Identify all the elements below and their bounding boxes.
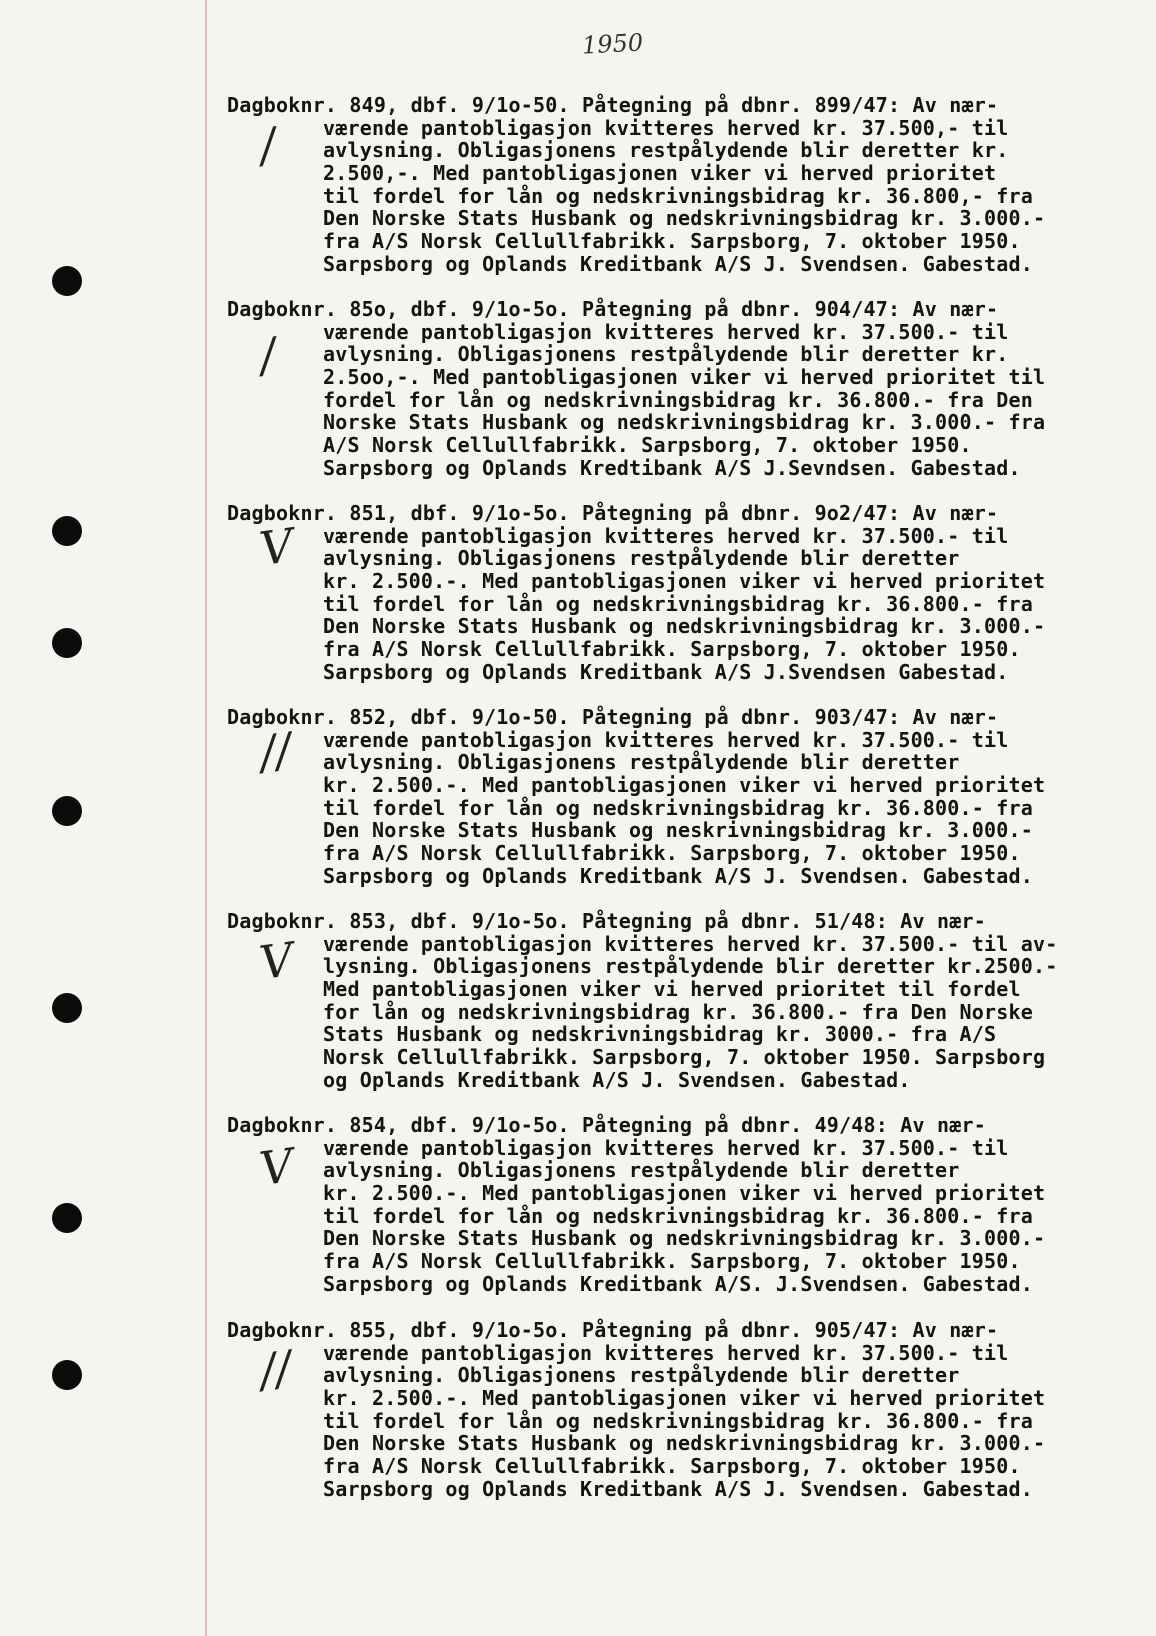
entry-line: fra A/S Norsk Cellullfabrikk. Sarpsborg, 7. oktober 1950.: [323, 637, 1021, 662]
entry-line: Dagboknr. 851, dbf. 9/1o-5o. Påtegning på dbnr. 9o2/47: Av nær-: [227, 501, 999, 525]
punch-hole: [52, 1360, 82, 1390]
entry-line: Sarpsborg og Oplands Kredtibank A/S J.Sevndsen. Gabestad.: [323, 455, 1021, 480]
entry-line: A/S Norsk Cellullfabrikk. Sarpsborg, 7. oktober 1950.: [323, 433, 972, 458]
entry-line: Den Norske Stats Husbank og neskrivningsbidrag kr. 3.000.-: [323, 818, 1033, 843]
entry-line: fra A/S Norsk Cellullfabrikk. Sarpsborg, 7. oktober 1950.: [323, 229, 1021, 254]
entry-line: til fordel for lån og nedskrivningsbidrag kr. 36.800.- fra: [323, 1408, 1033, 1433]
entry-line: Norske Stats Husbank og nedskrivningsbidrag kr. 3.000.- fra: [323, 410, 1046, 435]
journal-entry: [227, 94, 1137, 276]
entry-line: til fordel for lån og nedskrivningsbidrag kr. 36.800.- fra: [323, 795, 1033, 820]
entry-line: værende pantobligasjon kvitteres herved kr. 37.500.- til av-: [323, 931, 1058, 956]
entry-line: 2.500,-. Med pantobligasjonen viker vi herved prioritet: [323, 161, 997, 186]
entry-line: værende pantobligasjon kvitteres herved kr. 37.500.- til: [323, 1340, 1009, 1365]
entry-line: Den Norske Stats Husbank og nedskrivningsbidrag kr. 3.000.-: [323, 1431, 1046, 1456]
entry-line: Den Norske Stats Husbank og nedskrivningsbidrag kr. 3.000.-: [323, 614, 1046, 639]
check-mark: /: [256, 327, 280, 383]
punch-hole: [52, 266, 82, 296]
entry-line: fordel for lån og nedskrivningsbidrag kr. 36.800.- fra Den: [323, 387, 1033, 412]
entry-line: for lån og nedskrivningsbidrag kr. 36.800.- fra Den Norske: [323, 999, 1033, 1024]
margin-rule: [205, 0, 207, 1636]
entry-line: avlysning. Obligasjonens restpålydende blir deretter: [323, 1363, 960, 1388]
check-mark: V: [256, 931, 297, 991]
check-mark: /: [256, 117, 280, 173]
entry-line: Dagboknr. 854, dbf. 9/1o-5o. Påtegning på dbnr. 49/48: Av nær-: [227, 1113, 986, 1137]
entry-line: fra A/S Norsk Cellullfabrikk. Sarpsborg, 7. oktober 1950.: [323, 841, 1021, 866]
entry-line: til fordel for lån og nedskrivningsbidrag kr. 36.800,- fra: [323, 183, 1033, 208]
entry-line: avlysning. Obligasjonens restpålydende blir deretter: [323, 1158, 960, 1183]
journal-entry: [227, 502, 1137, 684]
entry-line: Dagboknr. 85o, dbf. 9/1o-5o. Påtegning på dbnr. 904/47: Av nær-: [227, 297, 999, 321]
punch-hole: [52, 1203, 82, 1233]
entry-line: Sarpsborg og Oplands Kreditbank A/S J.Svendsen Gabestad.: [323, 659, 1009, 684]
entry-line: fra A/S Norsk Cellullfabrikk. Sarpsborg, 7. oktober 1950.: [323, 1454, 1021, 1479]
entry-line: og Oplands Kreditbank A/S J. Svendsen. Gabestad.: [323, 1067, 911, 1092]
punch-hole: [52, 516, 82, 546]
entry-line: værende pantobligasjon kvitteres herved kr. 37.500.- til: [323, 523, 1009, 548]
punch-hole: [52, 796, 82, 826]
entry-line: kr. 2.500.-. Med pantobligasjonen viker vi herved prioritet: [323, 1386, 1046, 1411]
journal-entry: [227, 1319, 1137, 1501]
entry-line: lysning. Obligasjonens restpålydende blir deretter kr.2500.-: [323, 954, 1058, 979]
entry-line: kr. 2.500.-. Med pantobligasjonen viker vi herved prioritet: [323, 773, 1046, 798]
entry-line: værende pantobligasjon kvitteres herved kr. 37.500,- til: [323, 115, 1009, 140]
entry-line: fra A/S Norsk Cellullfabrikk. Sarpsborg, 7. oktober 1950.: [323, 1249, 1021, 1274]
journal-entry: [227, 298, 1137, 480]
punch-hole: [52, 993, 82, 1023]
entry-line: Dagboknr. 855, dbf. 9/1o-5o. Påtegning på dbnr. 905/47: Av nær-: [227, 1318, 999, 1342]
entry-line: Den Norske Stats Husbank og nedskrivningsbidrag kr. 3.000.-: [323, 206, 1046, 231]
entry-line: Norsk Cellullfabrikk. Sarpsborg, 7. oktober 1950. Sarpsborg: [323, 1045, 1046, 1070]
entry-line: Dagboknr. 852, dbf. 9/1o-50. Påtegning på dbnr. 903/47: Av nær-: [227, 705, 999, 729]
journal-entry: [227, 910, 1137, 1092]
entry-line: Dagboknr. 849, dbf. 9/1o-50. Påtegning på dbnr. 899/47: Av nær-: [227, 93, 999, 117]
check-mark: //: [256, 722, 295, 780]
entry-line: Stats Husbank og nedskrivningsbidrag kr. 3000.- fra A/S: [323, 1022, 997, 1047]
entry-line: avlysning. Obligasjonens restpålydende blir deretter kr.: [323, 138, 1009, 163]
entry-line: Den Norske Stats Husbank og nedskrivningsbidrag kr. 3.000.-: [323, 1226, 1046, 1251]
entry-line: Sarpsborg og Oplands Kreditbank A/S J. Svendsen. Gabestad.: [323, 863, 1033, 888]
entry-line: avlysning. Obligasjonens restpålydende blir deretter: [323, 750, 960, 775]
year-annotation: 1950: [581, 28, 644, 60]
entry-line: avlysning. Obligasjonens restpålydende blir deretter kr.: [323, 342, 1009, 367]
entry-line: kr. 2.500.-. Med pantobligasjonen viker vi herved prioritet: [323, 569, 1046, 594]
check-mark: V: [256, 1137, 297, 1197]
entry-line: Sarpsborg og Oplands Kreditbank A/S. J.Svendsen. Gabestad.: [323, 1271, 1033, 1296]
punch-hole: [52, 628, 82, 658]
entry-line: værende pantobligasjon kvitteres herved kr. 37.500.- til: [323, 1135, 1009, 1160]
check-mark: V: [256, 517, 297, 577]
entry-line: Sarpsborg og Oplands Kreditbank A/S J. Svendsen. Gabestad.: [323, 251, 1033, 276]
entry-line: værende pantobligasjon kvitteres herved kr. 37.500.- til: [323, 319, 1009, 344]
entry-line: værende pantobligasjon kvitteres herved kr. 37.500.- til: [323, 727, 1009, 752]
entry-line: til fordel for lån og nedskrivningsbidrag kr. 36.800.- fra: [323, 591, 1033, 616]
entry-line: Sarpsborg og Oplands Kreditbank A/S J. Svendsen. Gabestad.: [323, 1476, 1033, 1501]
entry-line: Med pantobligasjonen viker vi herved prioritet til fordel: [323, 977, 1021, 1002]
entry-line: avlysning. Obligasjonens restpålydende blir deretter: [323, 546, 960, 571]
journal-entry: [227, 1114, 1137, 1296]
entry-line: 2.5oo,-. Med pantobligasjonen viker vi herved prioritet til: [323, 365, 1046, 390]
journal-entry: [227, 706, 1137, 888]
entry-line: Dagboknr. 853, dbf. 9/1o-5o. Påtegning på dbnr. 51/48: Av nær-: [227, 909, 986, 933]
check-mark: //: [256, 1340, 295, 1398]
entry-line: kr. 2.500.-. Med pantobligasjonen viker vi herved prioritet: [323, 1181, 1046, 1206]
entry-line: til fordel for lån og nedskrivningsbidrag kr. 36.800.- fra: [323, 1203, 1033, 1228]
